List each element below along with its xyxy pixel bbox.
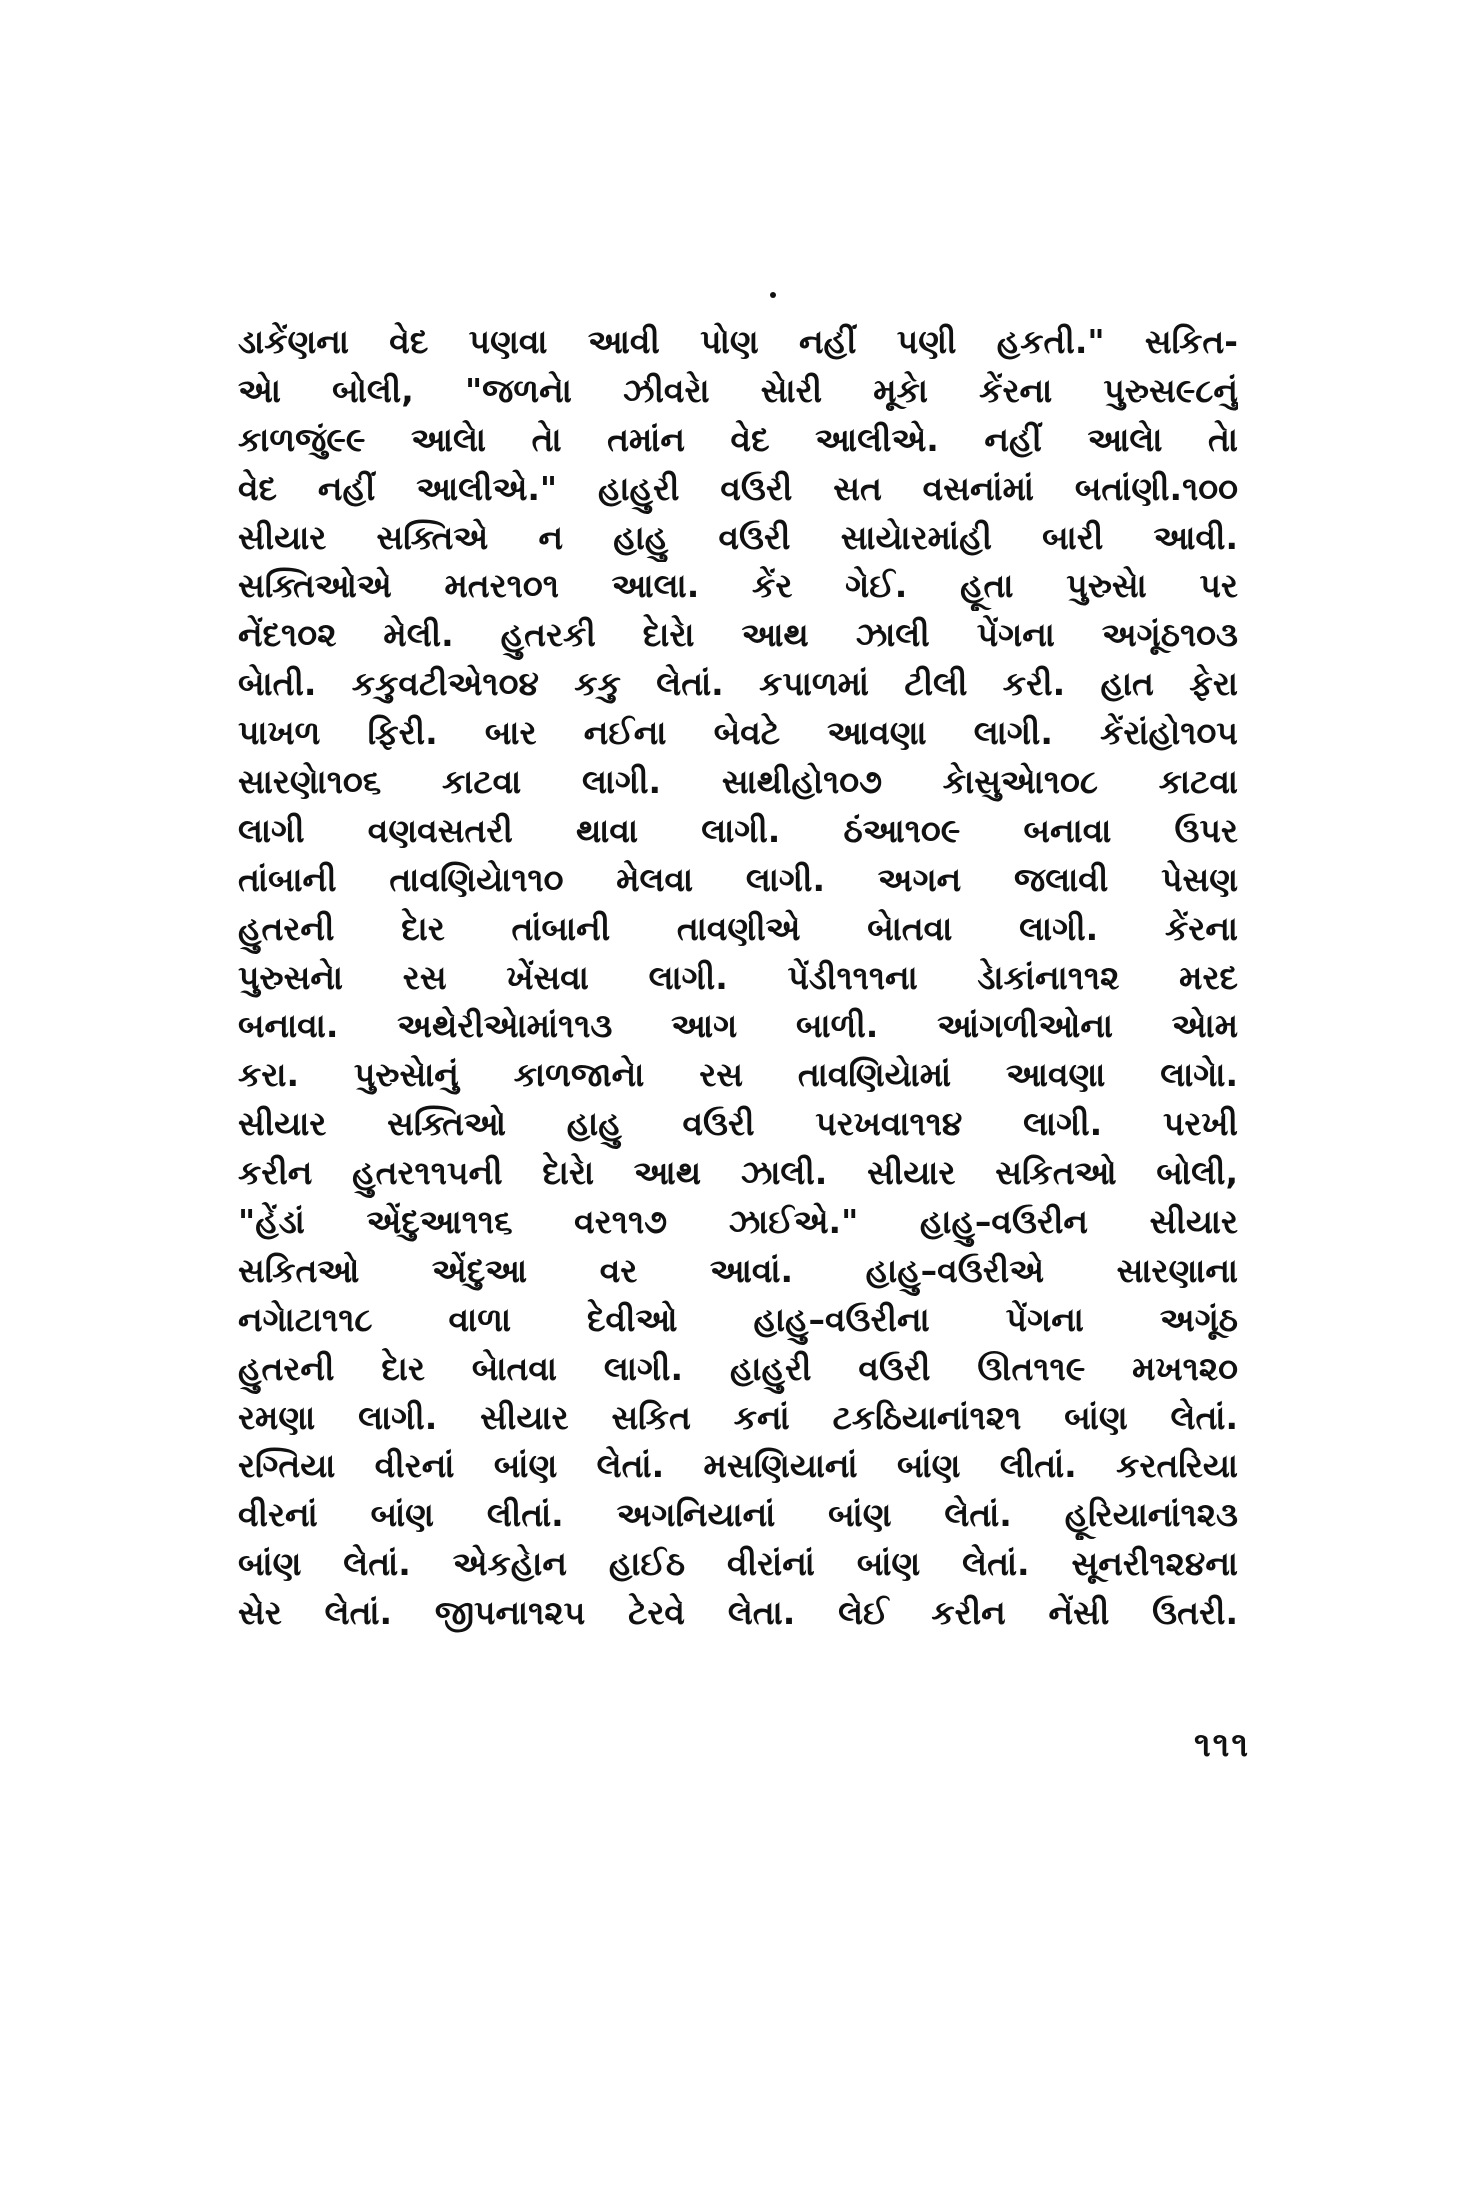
text-line: રમણા લાગી. સીયાર સકિત કનાં ટકઠિયાનાં૧૨૧ બાંણ લેતાં. [238,1397,1238,1437]
text-line: બનાવા. અથેરીએામાં૧૧૩ આગ બાળી. આંગળીઓના એામ [238,1006,1238,1046]
text-line: નેંદ૧૦૨ મેલી. હુતરકી દેારેા આથ ઝાલી પેંગના અગૂંઠ૧૦૩ [238,615,1238,655]
text-line: સીયાર સક્તિએ ન હાહુ વઉરી સાયેારમાંહી બારી આવી. [238,517,1238,557]
text-line: બાંણ લેતાં. એકહેાન હાઈઠ વીરાંનાં બાંણ લેતાં. સૂનરી૧૨૪ના [238,1544,1238,1584]
text-line: કાળજું૯૯ આલેા તેા તમાંન વેદ આલીએ. નહીં આલેા તેા [238,419,1238,459]
text-line: લાગી વણવસતરી થાવા લાગી. ઠંઆ૧૦૯ બનાવા ઉપર [238,810,1238,850]
top-dot-mark [770,292,776,298]
text-line: કરીન હુતર૧૧૫ની દેારેા આથ ઝાલી. સીયાર સકિતઓ બોલી, [238,1153,1238,1193]
text-line: વીરનાં બાંણ લીતાં. અગનિયાનાં બાંણ લેતાં. હૂરિયાનાં૧૨૩ [238,1495,1238,1535]
text-line: એા બોલી, "જળનેા ઝીવરેા સેારી મૂકેા કેંરના પુરુસ૯૮નું [238,370,1238,410]
text-line: નગેાટા૧૧૮ વાળા દેવીઓ હાહુ–વઉરીના પેંગના અગૂંઠ [238,1299,1238,1339]
text-line: પુરુસનેા રસ ખેંસવા લાગી. પેંડી૧૧૧ના ડેાકાંના૧૧૨ મરદ [238,957,1238,997]
text-line: હુતરની દેાર તાંબાની તાવણીએ બેાતવા લાગી. કેંરના [238,908,1238,948]
text-line: હુતરની દેાર બેાતવા લાગી. હાહુરી વઉરી ઊત૧૧૯ મખ૧૨૦ [238,1348,1238,1388]
body-text [238,318,1238,1638]
text-line: ડાકેંણના વેદ પણવા આવી પોણ નહીં પણી હકતી." સકિત- [238,322,1238,361]
text-line: પાખળ ફિરી. બાર નઈના બેવટે આવણા લાગી. કેંરાંહો૧૦૫ [238,713,1238,753]
text-line: સકિતઓ એંદુઆ વર આવાં. હાહુ–વઉરીએ સારણાના [238,1250,1238,1290]
text-line: વેદ નહીં આલીએ." હાહુરી વઉરી સત વસનાંમાં બતાંણી.૧૦૦ [238,468,1238,508]
text-line: કરા. પુરુસેાનું કાળજાનેા રસ તાવણિયેામાં આવણા લાગેા. [238,1055,1238,1095]
page-number: ૧૧૧ [1194,1725,1250,1765]
text-line: સેર લેતાં. જીપના૧૨૫ ટેરવે લેતા. લેઈ કરીન નેંસી ઉતરી. [238,1593,1238,1633]
text-line: સારણેા૧૦૬ કાટવા લાગી. સાથીહો૧૦૭ કેાસુએા૧૦૮ કાટવા [238,762,1238,802]
text-line: રગ્તિયા વીરનાં બાંણ લેતાં. મસણિયાનાં બાંણ લીતાં. કરતરિયા [238,1446,1238,1486]
text-line: સક્તિઓએ મતર૧૦૧ આલા. કેંર ગેઈ. હૂતા પુરુસેા પર [238,566,1238,606]
text-line: "હેંડાં એંદુઆ૧૧૬ વર૧૧૭ ઝાઈએ." હાહુ–વઉરીન સીયાર [238,1202,1238,1242]
text-line: સીયાર સક્તિઓ હાહુ વઉરી પરખવા૧૧૪ લાગી. પરખી [238,1104,1238,1144]
text-line: બેાતી. કકુવટીએ૧૦૪ કકુ લેતાં. કપાળમાં ટીલી કરી. હાત ફેરા [238,664,1238,704]
text-line: તાંબાની તાવણિયેા૧૧૦ મેલવા લાગી. અગન જલાવી પેસણ [238,859,1238,899]
